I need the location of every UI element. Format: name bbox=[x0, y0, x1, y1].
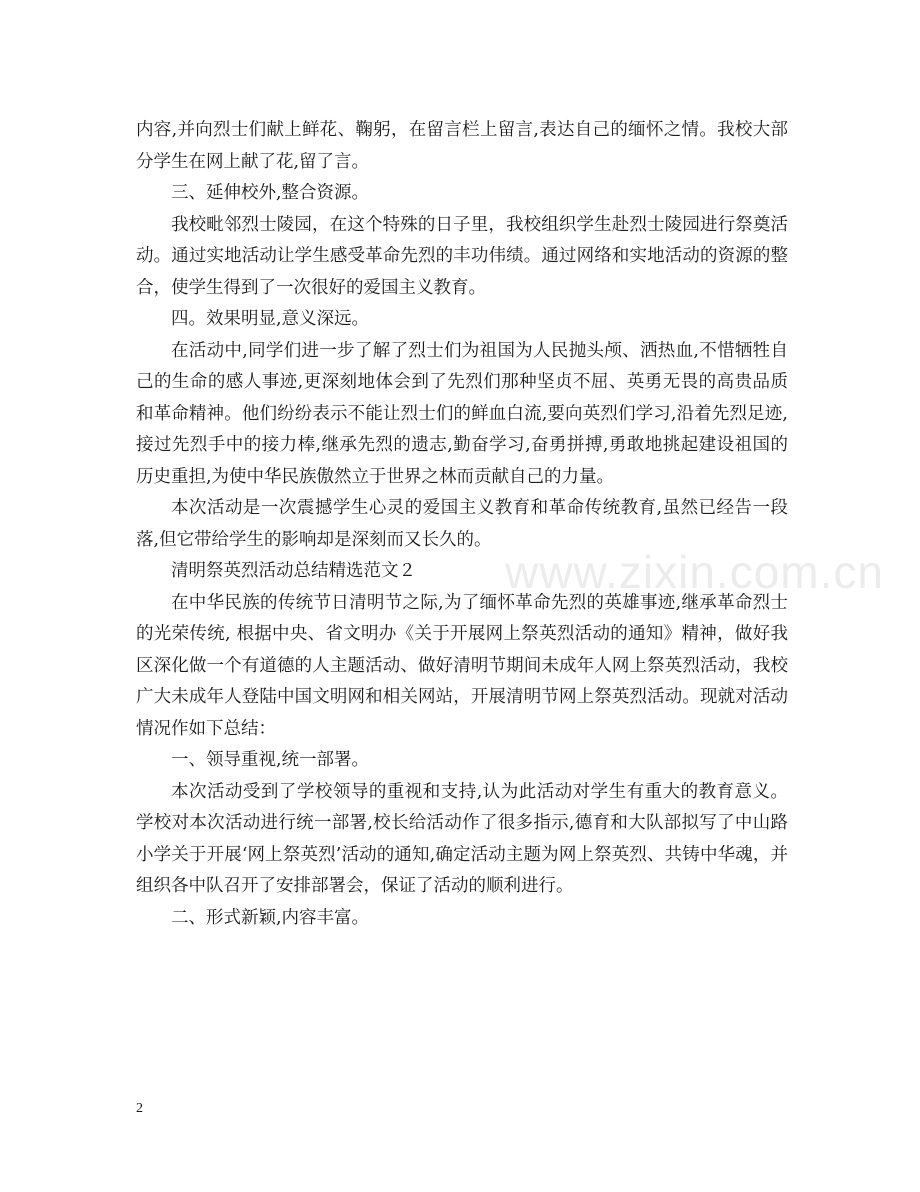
section-heading-4: 四。效果明显,意义深远。 bbox=[171, 309, 370, 329]
paragraph-3: 在活动中,同学们进一步了解了烈士们为祖国为人民抛头颅、洒热血,不惜牺牲自己的生命的感人事迹,更深刻地体会到了先烈们那种坚贞不屈、英勇无畏的高贵品质和革命精神。他们纷纷表示不能让烈士们的鲜血白流,要向英烈们学习,沿着先烈足迹,接过先烈手中的接力棒,继承先烈的遗志,勤奋学习,奋勇拼搏,勇敢地挑起建设祖国的历史重担,为使中华民族傲然立于世界之林而贡献自己的力量。 bbox=[136, 340, 788, 487]
section-heading-1: 一、领导重视,统一部署。 bbox=[171, 750, 370, 770]
page-number: 2 bbox=[136, 1101, 143, 1116]
document-body bbox=[136, 115, 788, 934]
section-heading-2: 二、形式新颖,内容丰富。 bbox=[171, 907, 370, 928]
paragraph-6: 本次活动受到了学校领导的重视和支持,认为此活动对学生有重大的教育意义。学校对本次活动进行统一部署,校长给活动作了很多指示,德育和大队部拟写了中山路小学关于开展‘网上祭英烈’活动的通知,确定活动主题为网上祭英烈、共铸中华魂，并组织各中队召开了安排部署会，保证了活动的顺利进行。 bbox=[136, 781, 788, 896]
article-title-2: 清明祭英烈活动总结精选范文２ bbox=[171, 561, 416, 581]
section-heading-3: 三、延伸校外,整合资源。 bbox=[171, 183, 370, 203]
paragraph-4: 本次活动是一次震撼学生心灵的爱国主义教育和革命传统教育,虽然已经告一段落,但它带给学生的影响却是深刻而又长久的。 bbox=[136, 498, 788, 550]
paragraph-2: 我校毗邻烈士陵园，在这个特殊的日子里，我校组织学生赴烈士陵园进行祭奠活动。通过实地活动让学生感受革命先烈的丰功伟绩。通过网络和实地活动的资源的整合，使学生得到了一次很好的爱国主义教育。 bbox=[136, 214, 788, 298]
paragraph-5: 在中华民族的传统节日清明节之际,为了缅怀革命先烈的英雄事迹,继承革命烈士的光荣传统, 根据中央、省文明办《关于开展网上祭英烈活动的通知》精神，做好我区深化做一个有道德的人主题活动、做好清明节期间未成年人网上祭英烈活动，我校广大未成年人登陆中国文明网和相关网站，开展清明节网上祭英烈活动。现就对活动情况作如下总结： bbox=[136, 592, 788, 739]
watermark-text: www.zixin.com.cn bbox=[505, 546, 884, 598]
paragraph-1: 内容,并向烈士们献上鲜花、鞠躬，在留言栏上留言,表达自己的缅怀之情。我校大部分学生在网上献了花,留了言。 bbox=[136, 120, 788, 172]
